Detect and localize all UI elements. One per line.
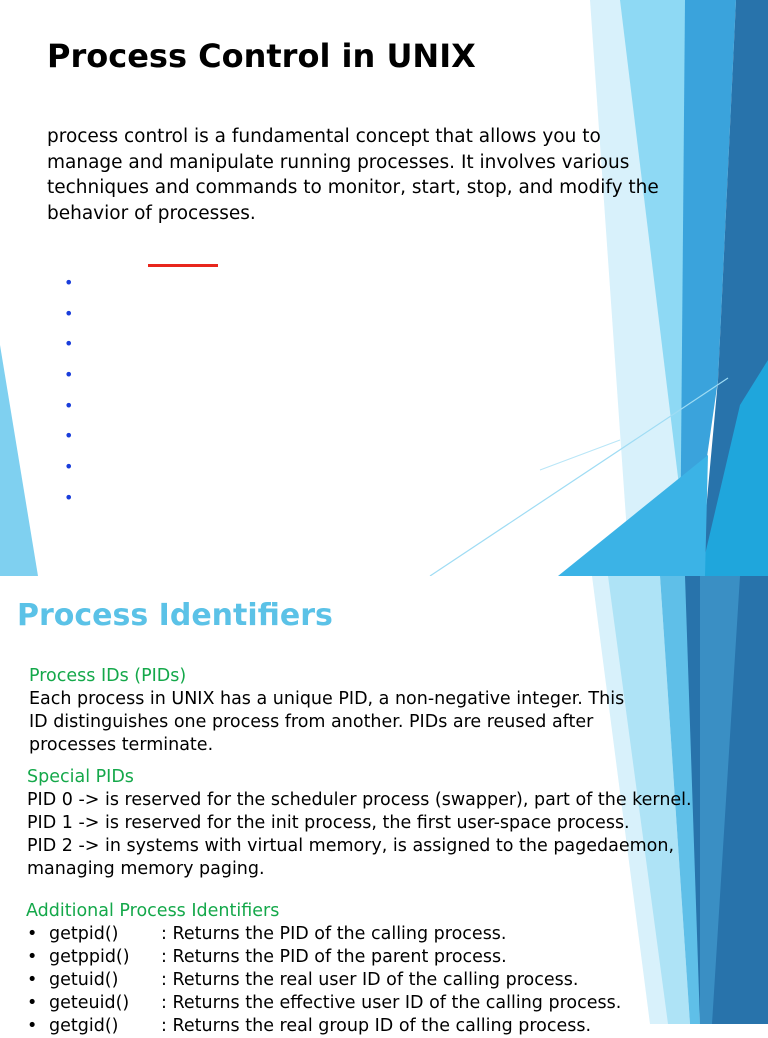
bullet-marker: • xyxy=(27,970,38,990)
special-pid-line: PID 0 -> is reserved for the scheduler process (swapper), part of the kernel. xyxy=(27,790,692,810)
paragraph-line: behavior of processes. xyxy=(47,203,256,224)
paragraph-line: process control is a fundamental concept that allows you to xyxy=(47,126,601,147)
slide1-title: Process Control in UNIX xyxy=(47,37,476,75)
bullet-marker: • xyxy=(64,304,74,323)
bullet-marker: • xyxy=(27,924,38,944)
pids-text-line: processes terminate. xyxy=(29,735,214,755)
list-item xyxy=(27,969,578,992)
list-item xyxy=(27,992,621,1015)
slide-process-identifiers xyxy=(0,576,768,1036)
function-description: Returns the real user ID of the calling process. xyxy=(172,970,579,990)
function-name: getpid() xyxy=(49,924,119,944)
left-accent-triangle xyxy=(0,345,38,576)
bullet-marker: • xyxy=(64,426,74,445)
function-name: getppid() xyxy=(49,947,130,967)
paragraph-line: manage and manipulate running processes. It involves various xyxy=(47,152,630,173)
bullet-marker: • xyxy=(27,993,38,1013)
function-name: geteuid() xyxy=(49,993,130,1013)
bullet-marker: • xyxy=(27,1016,38,1036)
bullet-marker: • xyxy=(27,947,38,967)
bullet-marker: • xyxy=(64,365,74,384)
special-pid-line: PID 1 -> is reserved for the init process, the first user-space process. xyxy=(27,813,630,833)
bullet-marker: • xyxy=(64,334,74,353)
separator: : xyxy=(161,993,167,1013)
special-pids-heading: Special PIDs xyxy=(27,767,134,787)
function-description: Returns the real group ID of the calling process. xyxy=(172,1016,592,1036)
function-description: Returns the effective user ID of the calling process. xyxy=(172,993,622,1013)
decor-thin-line-2 xyxy=(540,440,620,470)
paragraph-line: techniques and commands to monitor, start, stop, and modify the xyxy=(47,177,659,198)
special-pid-line: PID 2 -> in systems with virtual memory, is assigned to the pagedaemon, xyxy=(27,836,675,856)
function-name: getuid() xyxy=(49,970,119,990)
separator: : xyxy=(161,924,167,944)
bullet-marker: • xyxy=(64,488,74,507)
red-accent-line xyxy=(148,264,218,267)
function-name: getgid() xyxy=(49,1016,119,1036)
separator: : xyxy=(161,1016,167,1036)
bullet-marker: • xyxy=(64,273,74,292)
list-item xyxy=(27,923,507,946)
pids-text-line: Each process in UNIX has a unique PID, a non-negative integer. This xyxy=(29,689,625,709)
pids-heading: Process IDs (PIDs) xyxy=(29,666,187,686)
bullet-marker: • xyxy=(64,396,74,415)
function-description: Returns the PID of the parent process. xyxy=(172,947,507,967)
slide2-title: Process Identifiers xyxy=(17,598,333,633)
separator: : xyxy=(161,947,167,967)
list-item xyxy=(27,946,507,969)
special-pid-line: managing memory paging. xyxy=(27,859,265,879)
separator: : xyxy=(161,970,167,990)
bullet-marker: • xyxy=(64,457,74,476)
list-item xyxy=(27,1015,591,1038)
function-description: Returns the PID of the calling process. xyxy=(172,924,507,944)
pids-text-line: ID distinguishes one process from another. PIDs are reused after xyxy=(29,712,594,732)
additional-identifiers-heading: Additional Process Identifiers xyxy=(26,901,280,921)
